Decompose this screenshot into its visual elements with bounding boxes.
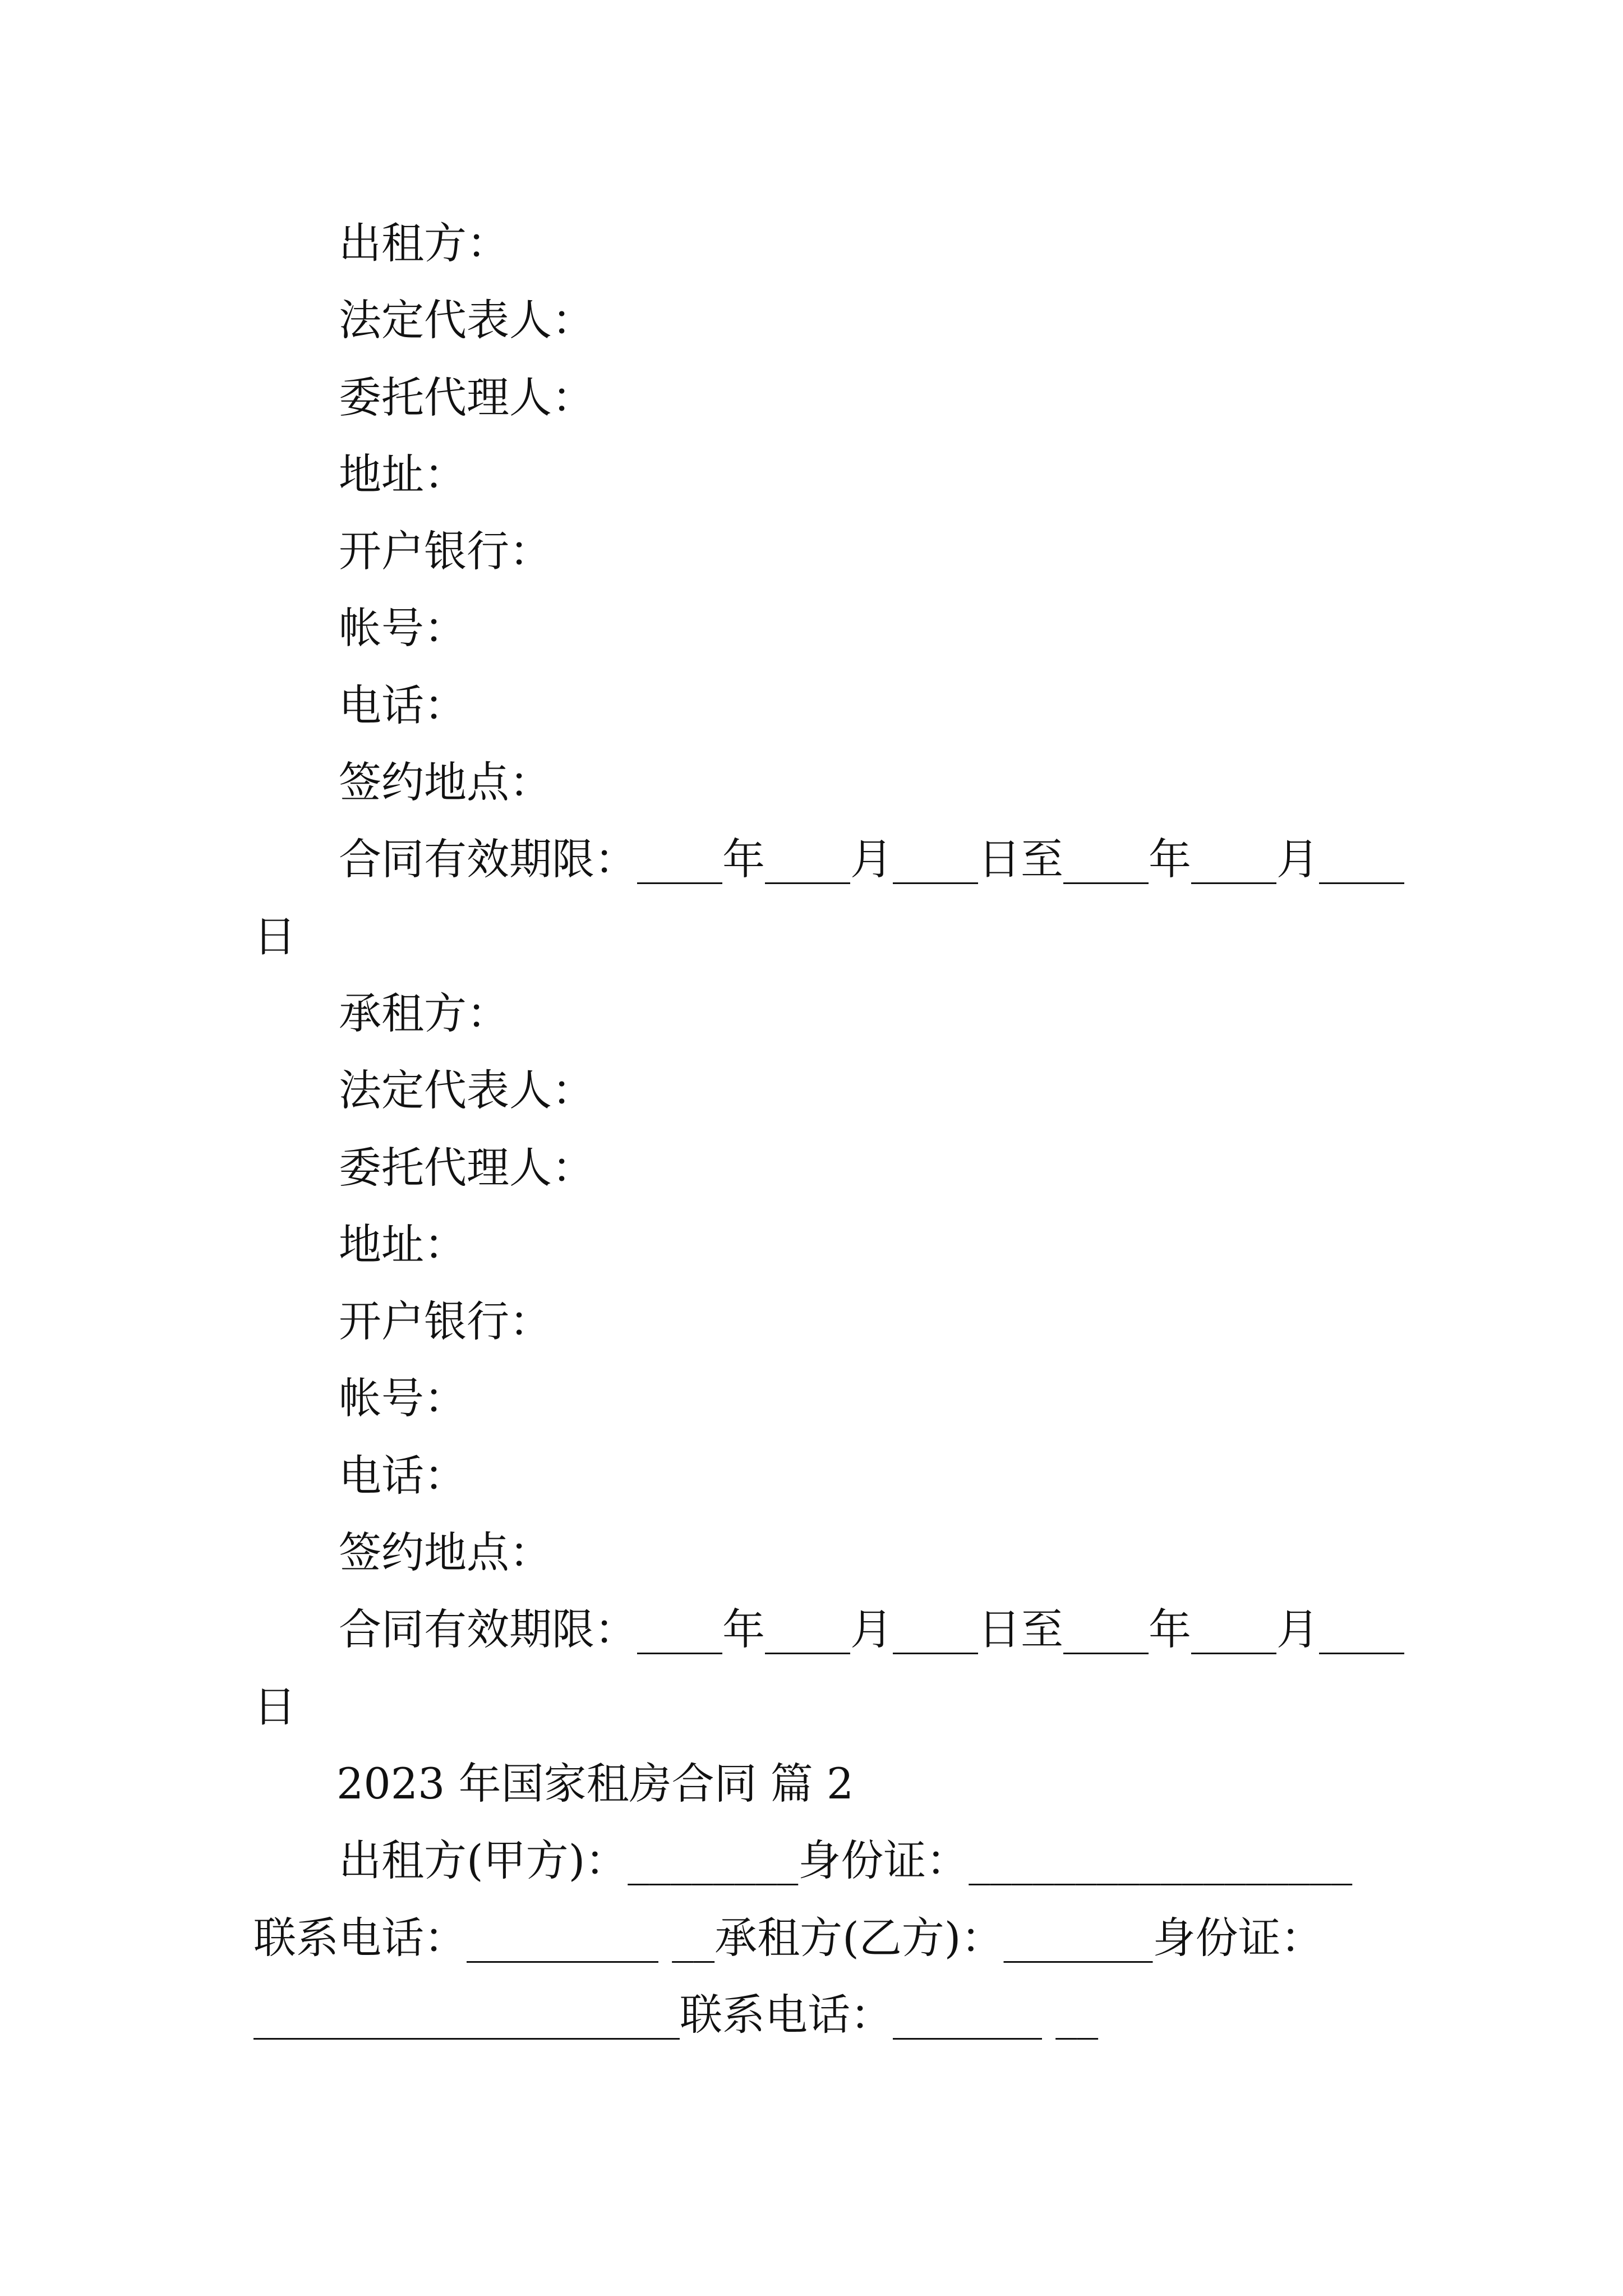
lessee-signing-place: 签约地点： (339, 1527, 552, 1578)
lessee-account-number: 帐号： (339, 1373, 467, 1424)
lessor-phone: 电话： (339, 680, 467, 730)
lessor-account-number: 帐号： (339, 603, 467, 654)
lessee-bank: 开户银行： (339, 1296, 552, 1347)
section2-contact-party-b-line: 联系电话：_________ __承租方(乙方)：_______身份证： (253, 1912, 1324, 1963)
lessee-heading: 承租方： (339, 988, 509, 1038)
lessee-validity-period: 合同有效期限：____年____月____日至____年____月____ (339, 1604, 1404, 1655)
lessor-bank: 开户银行： (339, 526, 552, 577)
lessee-legal-representative: 法定代表人： (339, 1065, 594, 1116)
lessor-legal-representative: 法定代表人： (339, 295, 594, 346)
lessee-authorized-agent: 委托代理人： (339, 1142, 594, 1193)
section2-title: 2023 年国家租房合同 篇 2 (336, 1758, 854, 1809)
lessee-phone: 电话： (339, 1450, 467, 1501)
lessor-signing-place: 签约地点： (339, 757, 552, 808)
lessee-validity-period-end: 日 (253, 1681, 296, 1732)
lessor-validity-period-end: 日 (253, 911, 296, 961)
section2-party-a-line: 出租方(甲方)：________身份证：__________________ (339, 1835, 1353, 1886)
lessor-validity-period: 合同有效期限：____年____月____日至____年____月____ (339, 834, 1404, 885)
document-body (253, 205, 1409, 2053)
lessor-heading: 出租方： (339, 218, 509, 268)
lessor-authorized-agent: 委托代理人： (339, 372, 594, 422)
lessor-address: 地址： (339, 449, 467, 499)
section2-party-b-contact-line: ____________________联系电话：_______ __ (253, 1989, 1099, 2040)
lessee-address: 地址： (339, 1219, 467, 1269)
